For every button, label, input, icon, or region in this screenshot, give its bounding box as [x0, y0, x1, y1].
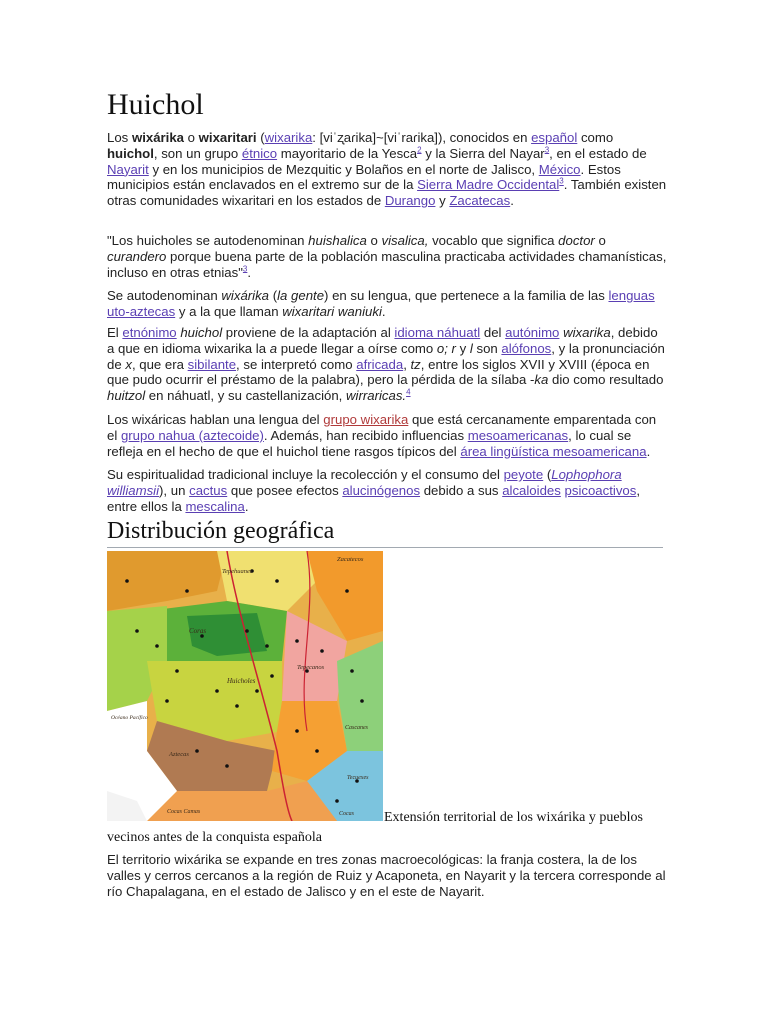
text: del — [480, 325, 506, 340]
link-cactus[interactable]: cactus — [189, 482, 228, 498]
bold-term: wixaritari — [198, 130, 257, 145]
link-lophophora[interactable]: Lophophora williamsii — [107, 467, 622, 498]
text: mayoritario de la Yesca — [277, 145, 418, 161]
text: proviene de la adaptación al — [222, 325, 395, 340]
text: debido a sus — [420, 482, 503, 498]
text: y — [435, 193, 450, 209]
text: y en los municipios de Mezquitic y Bolaños en el norte de Jalisco, — [148, 161, 539, 177]
text: . — [244, 498, 249, 514]
text: que posee efectos — [227, 482, 343, 498]
text: o — [594, 233, 606, 248]
bold-term: wixárika — [131, 130, 184, 145]
italic-term: huishalica — [308, 233, 367, 248]
paragraph-espiritualidad — [107, 467, 667, 514]
text: y a la que llaman — [175, 303, 283, 319]
text: , y la pronunciación de — [107, 340, 665, 372]
link-mexico[interactable]: México — [538, 161, 581, 177]
link-africada[interactable]: africada — [356, 356, 404, 372]
text: , lo cual se refleja en el hecho de que el huichol tiene rasgos típicos del — [107, 427, 632, 459]
text: , debido a que en idioma wixarika la — [107, 325, 658, 356]
text: , — [403, 356, 411, 372]
map-caption: Extensión territorial de los wixárika y pueblos vecinos antes de la conquista española — [107, 810, 643, 845]
italic-term: l — [469, 340, 473, 356]
text: o — [184, 130, 199, 145]
text: puede llegar a oírse como — [277, 340, 437, 356]
text: , se interpretó como — [236, 356, 357, 372]
italic-term: wixárika — [221, 288, 270, 303]
italic-term: curandero — [107, 248, 167, 264]
link-mescalina[interactable]: mescalina — [185, 498, 245, 514]
text: porque buena parte de la población masculina practicaba actividades chamanísticas, incluso en otras etnias" — [107, 248, 667, 280]
link-alcaloides[interactable]: alcaloides — [502, 482, 561, 498]
link-nayarit[interactable]: Nayarit — [107, 161, 149, 177]
link-area-linguistica[interactable]: área lingüística mesoamericana — [460, 443, 647, 459]
link-lenguas-uto-aztecas[interactable]: lenguas uto-aztecas — [107, 288, 655, 319]
paragraph-intro — [107, 130, 667, 209]
link-peyote[interactable]: peyote — [503, 467, 544, 482]
link-mesoamericanas[interactable]: mesoamericanas — [467, 427, 569, 443]
paragraph-autodenominan — [107, 288, 667, 320]
territory-map[interactable] — [107, 551, 383, 821]
map-label-aztecas: Aztecas — [169, 751, 189, 758]
link-idioma-nahuatl[interactable]: idioma náhuatl — [394, 325, 481, 340]
paragraph-territorio: El territorio wixárika se expande en tres zonas macroecológicas: la franja costera, la de los valles y cerros cercanos a la región de Ruiz y Acaponeta, en Nayarit y la tercera corresponde al río Chapalagana, en el estado de Jalisco y en el este de Nayarit. — [107, 852, 666, 899]
text: en náhuatl, y su castellanización, — [145, 388, 346, 404]
link-espanol[interactable]: español — [531, 130, 578, 145]
link-grupo-wixarika[interactable]: grupo wixarika — [323, 412, 409, 427]
text: . — [381, 303, 386, 319]
text: ( — [543, 467, 552, 482]
italic-term: tz — [410, 356, 421, 372]
italic-term: a — [269, 340, 278, 356]
italic-term: huitzol — [107, 388, 146, 404]
italic-term: visalica, — [381, 233, 429, 248]
link-durango[interactable]: Durango — [384, 193, 436, 209]
link-psicoactivos[interactable]: psicoactivos — [564, 482, 637, 498]
italic-term: wixaritari waniuki — [282, 303, 382, 319]
text: y — [455, 340, 470, 356]
text: vocablo que significa — [428, 233, 559, 248]
text: ( — [269, 288, 278, 303]
paragraph-etnonimo — [107, 325, 667, 404]
reference-4[interactable]: 4 — [406, 387, 411, 397]
reference-2[interactable]: 2 — [417, 145, 422, 155]
italic-term: o; r — [436, 340, 456, 356]
text: Los — [107, 130, 132, 145]
text: , entre ellos la — [107, 482, 641, 514]
italic-term: x — [125, 356, 132, 372]
link-sibilante[interactable]: sibilante — [187, 356, 237, 372]
text: , en el estado de — [549, 145, 647, 161]
map-label-oceano: Océano Pacífico — [111, 715, 148, 721]
italic-term: huichol — [180, 325, 223, 340]
text: Se autodenominan — [107, 288, 222, 303]
text: y la Sierra del Nayar — [421, 145, 545, 161]
text: que está cercanamente emparentada con el — [107, 412, 657, 443]
text: ( — [256, 130, 265, 145]
text: El — [107, 325, 123, 340]
text: Su espiritualidad tradicional incluye la recolección y el consumo del — [107, 467, 504, 482]
map-label-tepecanos: Tepecanos — [297, 664, 325, 671]
paragraph-lengua — [107, 412, 667, 459]
bold-term: huichol — [107, 145, 154, 161]
text: . — [510, 193, 514, 209]
map-label-tecuexes: Tecuexes — [347, 775, 369, 781]
italic-term: wixarika — [563, 325, 611, 340]
italic-term: wirraricas. — [346, 388, 407, 404]
page-title: Huichol — [107, 88, 204, 121]
text: como — [577, 130, 614, 145]
text: . También existen otras comunidades wixaritari en los estados de — [107, 177, 667, 209]
italic-term: doctor — [558, 233, 595, 248]
map-label-coras: Coras — [189, 627, 207, 635]
reference-3[interactable]: 3 — [544, 145, 550, 155]
reference-3[interactable]: 3 — [242, 264, 248, 274]
link-etnico[interactable]: étnico — [241, 145, 278, 161]
text: , son un grupo — [153, 145, 242, 161]
text: son — [472, 340, 502, 356]
text: . Además, han recibido influencias — [263, 427, 468, 443]
map-label-huicholes: Huicholes — [227, 677, 256, 685]
text: , entre los siglos XVII y XVIII (época en que pudo ocurrir el préstamo de la palabra), pero la pérdida de la sílaba - — [107, 356, 650, 388]
text: ), un — [159, 482, 190, 498]
link-sierra-madre[interactable]: Sierra Madre Occidental — [417, 177, 560, 193]
italic-term: ka — [534, 372, 549, 388]
paragraph-quote — [107, 233, 667, 280]
text: : [viˈʐaɾika]~[viˈraɾika]), conocidos en — [312, 130, 532, 145]
text: "Los huicholes se autodenominan — [107, 233, 309, 248]
text: . — [646, 443, 651, 459]
link-etnonimo[interactable]: etnónimo — [122, 325, 177, 340]
link-alucinogenos[interactable]: alucinógenos — [342, 482, 421, 498]
map-label-cascanes: Cascanes — [345, 725, 368, 731]
text: , que era — [131, 356, 188, 372]
link-wixarika[interactable]: wixarika — [264, 130, 313, 145]
text: dio como resultado — [548, 372, 664, 388]
map-label-tepehuanes: Tepehuanes — [222, 568, 253, 575]
map-label-zacatecos: Zacatecos — [337, 556, 364, 563]
map-label-cocas-camas: Cocas Camas — [167, 809, 201, 815]
link-zacatecas[interactable]: Zacatecas — [449, 193, 511, 209]
text: . — [247, 264, 252, 280]
text: . Estos municipios están enclavados en el extremo sur de la — [107, 161, 621, 193]
text: o — [366, 233, 382, 248]
reference-3[interactable]: 3 — [559, 177, 564, 186]
section-heading-distribucion: Distribución geográfica — [107, 518, 663, 548]
link-grupo-nahua[interactable]: grupo nahua (aztecoide) — [120, 427, 264, 443]
link-alofonos[interactable]: alófonos — [501, 340, 552, 356]
italic-term: la gente — [277, 288, 325, 303]
map-label-cocas: Cocas — [339, 811, 354, 817]
text: Los wixáricas hablan una lengua del — [107, 412, 324, 427]
text: ) en su lengua, que pertenece a la familia de las — [324, 288, 609, 303]
map-image — [107, 551, 383, 821]
link-autonimo[interactable]: autónimo — [505, 325, 560, 340]
